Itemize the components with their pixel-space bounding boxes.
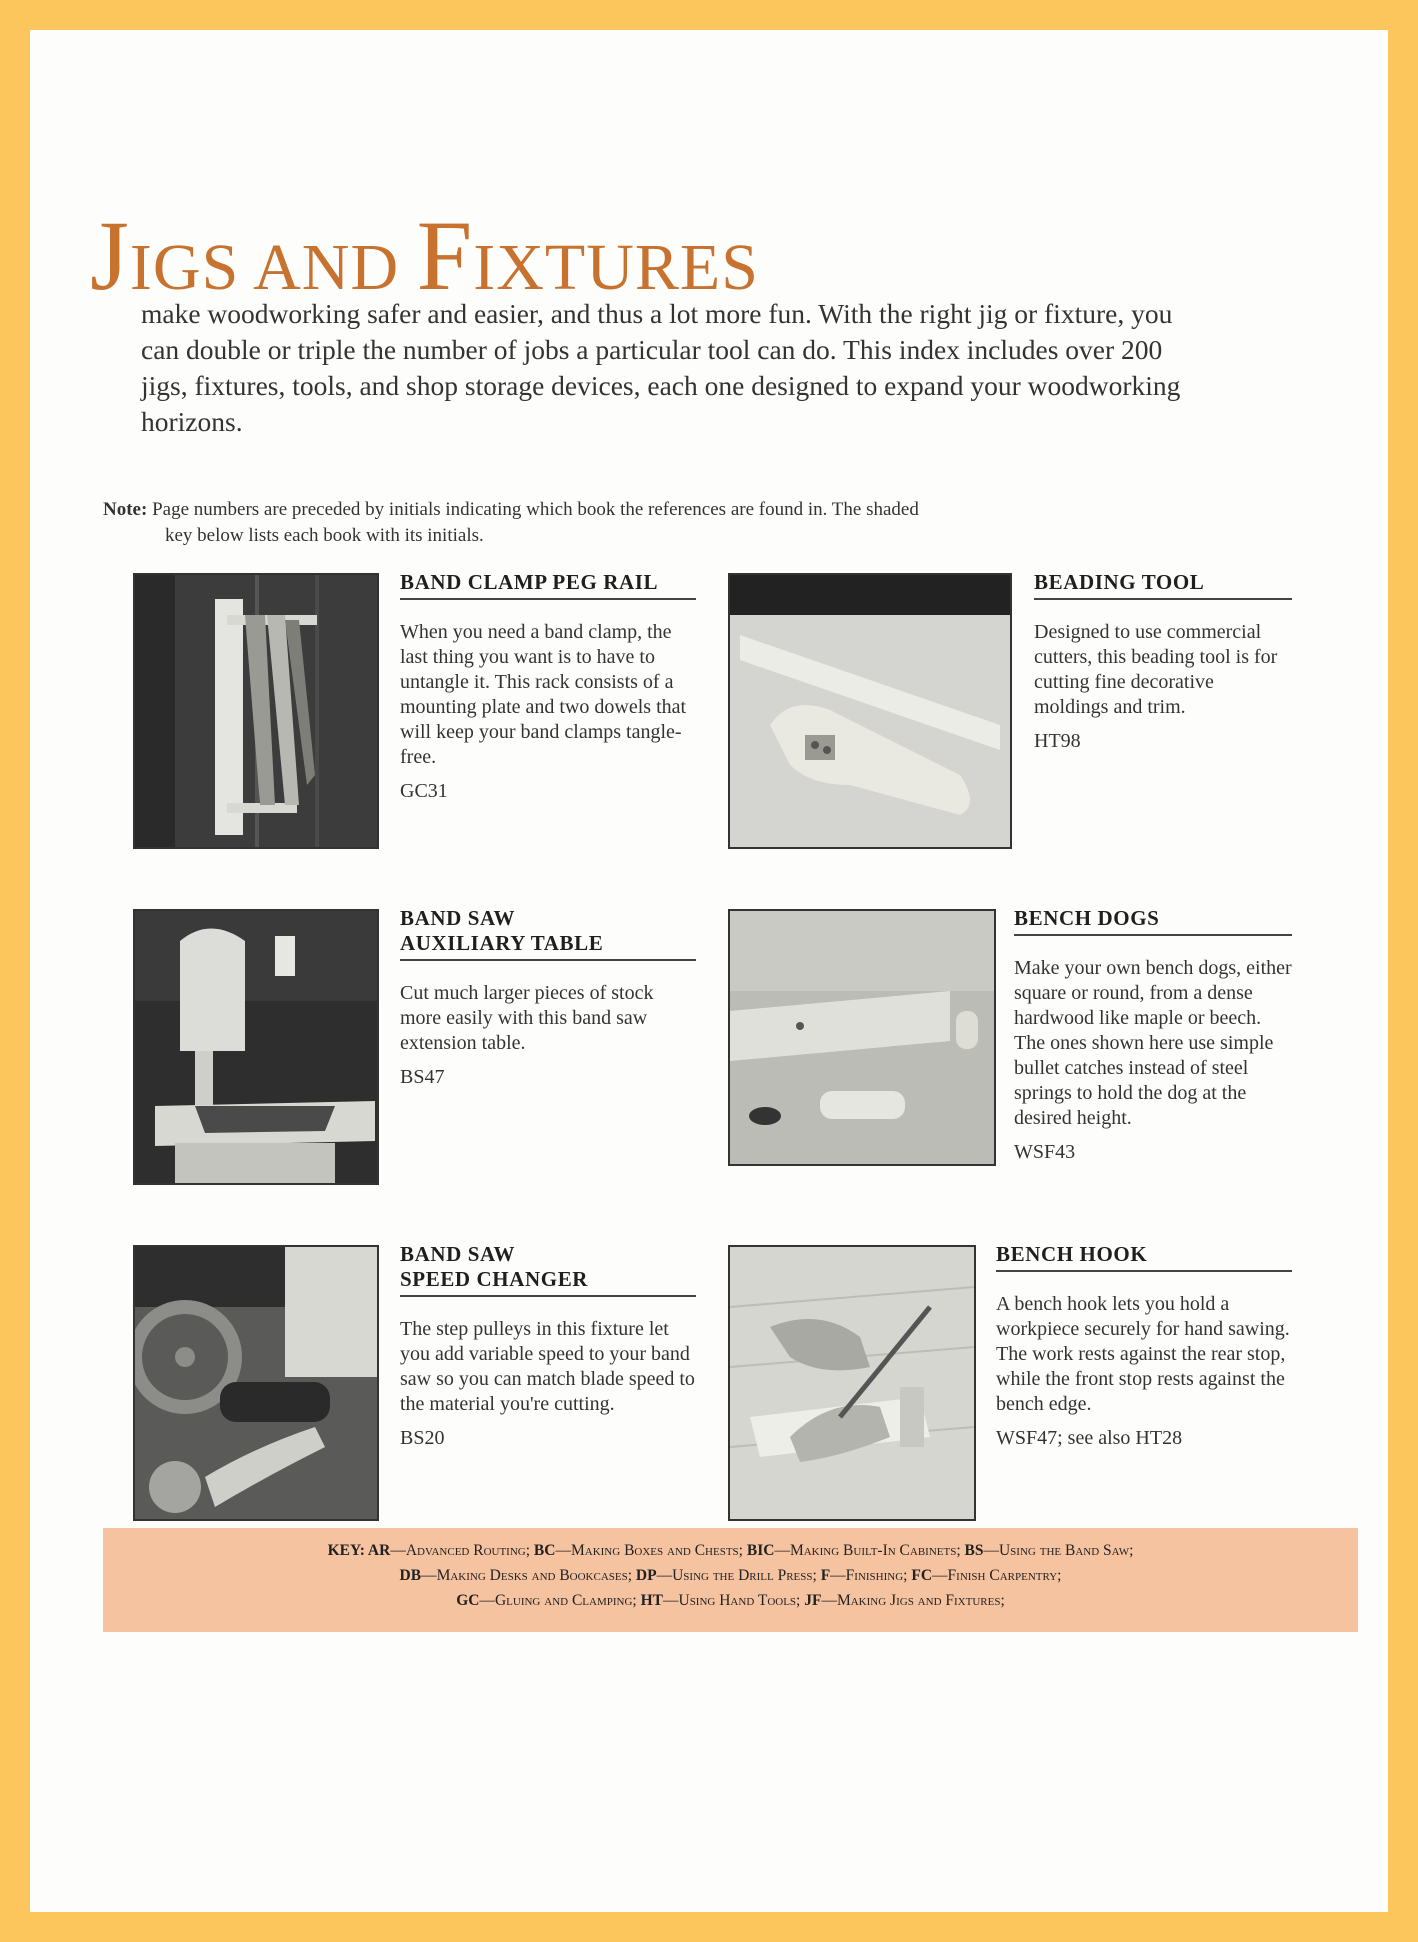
entry-ref: WSF43 bbox=[1014, 1141, 1076, 1163]
entry-ref: WSF47; see also HT28 bbox=[996, 1427, 1183, 1449]
entry-ref: HT98 bbox=[1034, 730, 1081, 752]
photo-beading-tool bbox=[728, 573, 1012, 849]
page-title: JIGS AND FIXTURES bbox=[90, 200, 759, 311]
entry-title: BENCH HOOK bbox=[996, 1242, 1292, 1272]
photo-band-clamp-peg-rail bbox=[133, 573, 379, 849]
entry-band-saw-auxiliary-table bbox=[400, 906, 696, 1090]
book-key bbox=[103, 1528, 1358, 1632]
intro-text: make woodworking safer and easier, and thus a lot more fun. With the right jig or fixture, you can double or triple the number of jobs a particular tool can do. This index includes over 200 jigs, fixtures, tools, and shop storage devices, each one designed to expand your woodworking horizons. bbox=[141, 298, 1181, 437]
entry-bench-hook bbox=[996, 1242, 1292, 1451]
photo-band-saw-speed-changer bbox=[133, 1245, 379, 1521]
entry-title: BENCH DOGS bbox=[1014, 906, 1292, 936]
entry-title: BAND SAW AUXILIARY TABLE bbox=[400, 906, 696, 961]
entry-description: Make your own bench dogs, either square or round, from a dense hardwood like maple or beech. The ones shown here use simple bullet catches instead of steel springs to hold the dog at the desired height. bbox=[1014, 957, 1292, 1129]
photo-bench-hook bbox=[728, 1245, 976, 1521]
entry-title: BEADING TOOL bbox=[1034, 570, 1292, 600]
key-line: GC—Gluing and Clamping; HT—Using Hand Tools; JF—Making Jigs and Fixtures; bbox=[456, 1592, 1005, 1609]
entry-ref: BS47 bbox=[400, 1066, 445, 1088]
entry-ref: GC31 bbox=[400, 780, 448, 802]
entry-description: Cut much larger pieces of stock more easily with this band saw extension table. bbox=[400, 982, 654, 1054]
entry-ref: BS20 bbox=[400, 1427, 445, 1449]
entry-title: BAND CLAMP PEG RAIL bbox=[400, 570, 696, 600]
key-line: DB—Making Desks and Bookcases; DP—Using the Drill Press; F—Finishing; FC—Finish Carpentry; bbox=[399, 1567, 1062, 1584]
note: Note: Page numbers are preceded by initials indicating which book the references are found in. The shaded key below lists each book with its initials. bbox=[103, 499, 919, 546]
key-line: KEY: AR—Advanced Routing; BC—Making Boxes and Chests; BIC—Making Built-In Cabinets; BS—Using the Band Saw; bbox=[327, 1542, 1134, 1559]
photo-bench-dogs bbox=[728, 909, 996, 1166]
entry-description: The step pulleys in this fixture let you add variable speed to your band saw so you can match blade speed to the material you're cutting. bbox=[400, 1318, 695, 1415]
entry-band-saw-speed-changer bbox=[400, 1242, 696, 1451]
entry-title: BAND SAW SPEED CHANGER bbox=[400, 1242, 696, 1297]
entry-bench-dogs bbox=[1014, 906, 1292, 1165]
entry-beading-tool bbox=[1034, 570, 1292, 754]
photo-band-saw-auxiliary-table bbox=[133, 909, 379, 1185]
entry-band-clamp-peg-rail bbox=[400, 570, 696, 804]
entry-description: A bench hook lets you hold a workpiece securely for hand sawing. The work rests against the rear stop, while the front stop rests against the bench edge. bbox=[996, 1293, 1290, 1415]
entry-description: Designed to use commercial cutters, this beading tool is for cutting fine decorative moldings and trim. bbox=[1034, 621, 1278, 718]
entry-description: When you need a band clamp, the last thing you want is to have to untangle it. This rack consists of a mounting plate and two dowels that will keep your band clamps tangle-free. bbox=[400, 621, 687, 768]
